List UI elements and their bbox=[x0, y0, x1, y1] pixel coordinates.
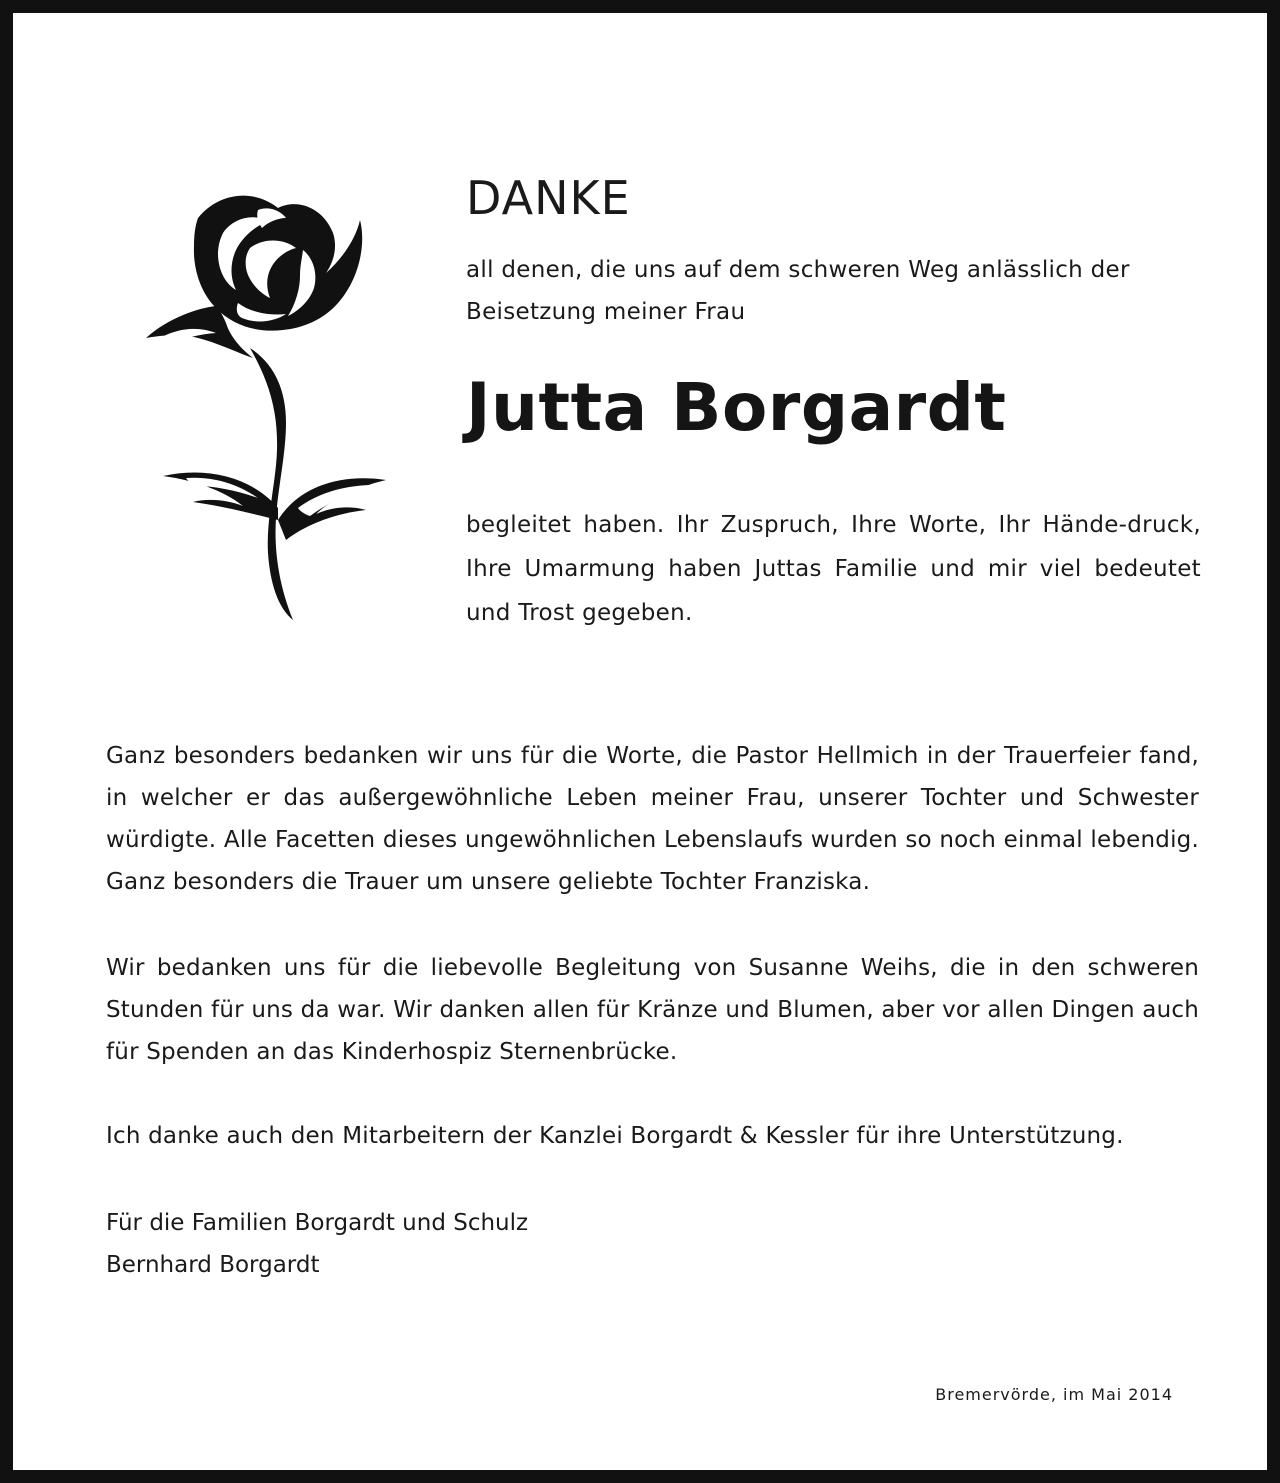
signoff bbox=[106, 1202, 528, 1286]
deceased-name: Jutta Borgardt bbox=[466, 369, 1007, 446]
intro-text: all denen, die uns auf dem schweren Weg anlässlich der Beisetzung meiner Frau bbox=[466, 257, 1130, 325]
signoff-families: Für die Familien Borgardt und Schulz bbox=[106, 1210, 529, 1236]
rose-icon bbox=[138, 188, 393, 628]
signoff-signer: Bernhard Borgardt bbox=[106, 1252, 320, 1278]
heading-danke: DANKE bbox=[466, 171, 631, 225]
paragraph-pastor: Ganz besonders bedanken wir uns für die Worte, die Pastor Hellmich in der Trauerfeier fand, in welcher er das außergewöhnliche Leben meiner Frau, unserer Tochter und Schwester würdigte. Alle Facetten dieses ungewöhnlichen Lebenslaufs wurden so noch einmal lebendig. Ganz besonders die Trauer um unsere geliebte Tochter Franziska. bbox=[106, 743, 1199, 895]
paragraph-office: Ich danke auch den Mitarbeitern der Kanzlei Borgardt & Kessler für ihre Unterstützung. bbox=[106, 1123, 1124, 1149]
place-date: Bremervörde, im Mai 2014 bbox=[935, 1385, 1173, 1404]
paragraph-hospice: Wir bedanken uns für die liebevolle Begleitung von Susanne Weihs, die in den schweren Stunden für uns da war. Wir danken allen für Kränze und Blumen, aber vor allen Dingen auch für Spenden an das Kinderhospiz Sternenbrücke. bbox=[106, 955, 1199, 1065]
thanks-text: begleitet haben. Ihr Zuspruch, Ihre Worte, Ihr Hände-druck, Ihre Umarmung haben Juttas Familie und mir viel bedeutet und Trost gegeben. bbox=[466, 512, 1201, 626]
